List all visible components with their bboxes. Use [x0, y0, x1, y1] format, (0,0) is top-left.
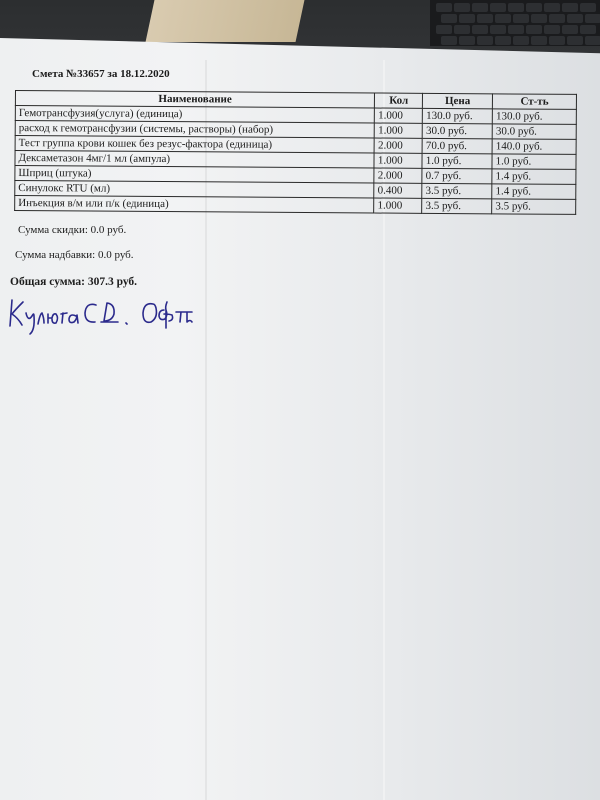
- document-title: Смета №33657 за 18.12.2020: [32, 68, 170, 80]
- column-header-name: Наименование: [15, 91, 374, 109]
- cell-price: 3.5 руб.: [422, 198, 492, 213]
- cell-name: Синулокс RTU (мл): [15, 181, 374, 199]
- cell-name: расход к гемотрансфузии (системы, растворы) (набор): [15, 121, 374, 139]
- cell-cost: 130.0 руб.: [492, 109, 576, 125]
- cell-qty: 2.000: [374, 138, 422, 153]
- cell-cost: 3.5 руб.: [492, 199, 576, 215]
- estimate-table: [14, 90, 577, 215]
- table-row: [15, 196, 576, 215]
- column-header-price: Цена: [423, 93, 493, 108]
- column-header-cost: Ст-ть: [493, 94, 577, 110]
- cell-name: Инъекция в/м или п/к (единица): [15, 196, 374, 214]
- cell-cost: 1.4 руб.: [492, 169, 576, 185]
- cell-price: 1.0 руб.: [422, 153, 492, 168]
- cell-name: Гемотрансфузия(услуга) (единица): [15, 106, 374, 124]
- cell-price: 70.0 руб.: [422, 138, 492, 153]
- cell-cost: 1.4 руб.: [492, 184, 576, 200]
- cell-price: 3.5 руб.: [422, 183, 492, 198]
- cell-qty: 1.000: [374, 153, 422, 168]
- cell-cost: 140.0 руб.: [492, 139, 576, 155]
- cell-name: Тест группа крови кошек без резус-фактора (единица): [15, 136, 374, 154]
- background-keyboard: [430, 0, 600, 46]
- cell-cost: 30.0 руб.: [492, 124, 576, 140]
- cell-name: Шприц (штука): [15, 166, 374, 184]
- discount-sum: Сумма скидки: 0.0 руб.: [18, 224, 127, 236]
- cell-qty: 1.000: [374, 198, 422, 213]
- cell-name: Дексаметазон 4мг/1 мл (ампула): [15, 151, 374, 169]
- cell-qty: 0.400: [374, 183, 422, 198]
- cell-price: 130.0 руб.: [423, 108, 493, 123]
- cell-price: 0.7 руб.: [422, 168, 492, 183]
- background-box: [146, 0, 305, 42]
- markup-sum: Сумма надбавки: 0.0 руб.: [15, 249, 134, 261]
- cell-qty: 1.000: [375, 108, 423, 123]
- cell-price: 30.0 руб.: [422, 123, 492, 138]
- cell-cost: 1.0 руб.: [492, 154, 576, 170]
- table-body: [15, 106, 577, 215]
- total-sum: Общая сумма: 307.3 руб.: [10, 276, 138, 288]
- cell-qty: 1.000: [375, 123, 423, 138]
- handwritten-signature: [6, 292, 206, 337]
- cell-qty: 2.000: [374, 168, 422, 183]
- column-header-qty: Кол: [375, 93, 423, 108]
